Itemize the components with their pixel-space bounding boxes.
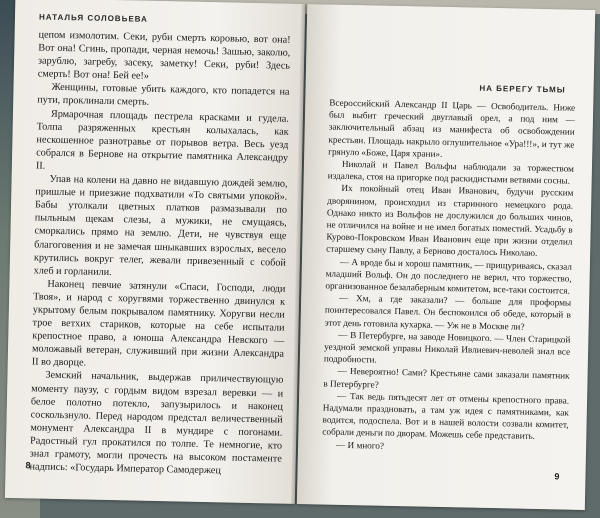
left-paragraph: Ярмарочная площадь пестрела красками и гудела. Толпа разряженных крестьян колыхалась, как нескошенное разнотравье от порывов ветра. Весь уезд собрался в Бернове на открытие памятника Александру II. [35, 108, 290, 172]
right-paragraph: Николай и Павел Вольфы наблюдали за торжеством издалека, стоя на пригорке под раскидистыми ветвями сосны. [327, 158, 575, 186]
left-page [5, 0, 305, 504]
right-page-text [322, 97, 575, 456]
right-paragraph: Всероссийский Александр II Царь — Освободитель. Ниже был выбит греческий двуглавый орел, а под ним — заключительный абзац из манифеста об освобождении крестьян. Площадь накрыло оглушительное «Ура!!!», и тут же грянуло «Боже, Царя храни». [328, 97, 576, 159]
right-running-head: НА БЕРЕГУ ТЬМЫ [479, 83, 566, 95]
left-paragraph: Наконец певчие затянули «Спаси, Господи, люди Твоя», и народ с хоругвями торжественно двинулся к укрытому белым покрывалом памятнику. Хоругви несли трое ветхих стариков, которые на себе испытали крепостное право, а юноша Александра Невского — моложавый ветеран, служивший при жизни Александра II во дворце. [31, 278, 286, 369]
right-paragraph: Их покойный отец Иван Иванович, будучи русским дворянином, происходил из старинного немецкого рода. Однако никто из Вольфов не дослужился до больших чинов, не отличился на войне и не имел богатых поместий. Усадьбу в Курово-Покровском Иван Иванович еще при жизни отделил старшему сыну Павлу, а Берново досталось Николаю. [326, 183, 574, 259]
left-paragraph: Женщины, готовые убить каждого, кто попадется на пути, проклинали смерть. [37, 82, 290, 109]
right-paragraph: — И много? [335, 439, 385, 451]
open-book [1, 0, 600, 518]
right-paragraph: — Хм, а где заказали? — больше для проформы поинтересовался Павел. Он беспокоился об обеде, который в этот день готовила кухарка. — Уж не в Москве ли? [324, 293, 572, 332]
right-paragraph: — В Петербурге, на заводе Новицкого. — Член Старицкой уездной земской управы Николай Ивлиевич-неволей знал все подробности. [323, 329, 571, 365]
left-page-text [29, 28, 290, 478]
right-page [297, 4, 595, 510]
right-page-number: 9 [554, 471, 560, 482]
left-paragraph: цепом измолотим. Секи, руби смерть коровью, вот она! Вот она! Сгинь, пропади, черная немочь! Зашью, заколю, зарублю, загребу, засеку, заметку! Секи, руби! Здесь смерть! Вот она! Бей ее!» [37, 29, 291, 83]
right-paragraph: — А вроде бы и хорош памятник, — прищуриваясь, сказал младший Вольф. Он до последнего не верил, что торжество, организованное безалаберным комитетом, все-таки состоится. [325, 256, 572, 296]
left-paragraph: Упав на колени на давно не видавшую дождей землю, пришлые и приезжие подхватили «То святыми упокой». Бабы утолкали цветных платков размазывали по пыльным щекам слезы, а мужики, не смущаясь, сморкались прямо на землю. Дети, не чувствуя еще благоговения и не замечая шныкавших взрослых, весело крутились вокруг телег, жевали привезенный с собой хлеб и горланили. [33, 173, 288, 278]
left-paragraph: Земский начальник, выдержав приличествующую моменту паузу, с гордым видом взрезал веревки — и белое полотно потекло, запузырилось и наконец соскользнуло. Перед народом предстал величественный монумент Александра II в мундире с погонами. Радостный гул прокатился по толпе. Те немногие, кто знал грамоту, могли прочесть на высоком постаменте надпись: «Государь Император Самодержец [29, 370, 284, 477]
right-paragraph: — Невероятно! Сами? Крестьяне сами заказали памятник в Петербурге? [323, 366, 570, 390]
left-page-number: 8 [25, 460, 31, 471]
left-running-head: НАТАЛЬЯ СОЛОВЬЕВА [38, 12, 148, 24]
right-paragraph: — Так ведь пятьдесят лет от отмены крепостного права. Надумали праздновать, а там уж идея с памятниками, как водится, подоспела. Вот и в нашей волости созвали комитет, собрали деньги по дворам. Можешь себе представить. [322, 390, 570, 442]
